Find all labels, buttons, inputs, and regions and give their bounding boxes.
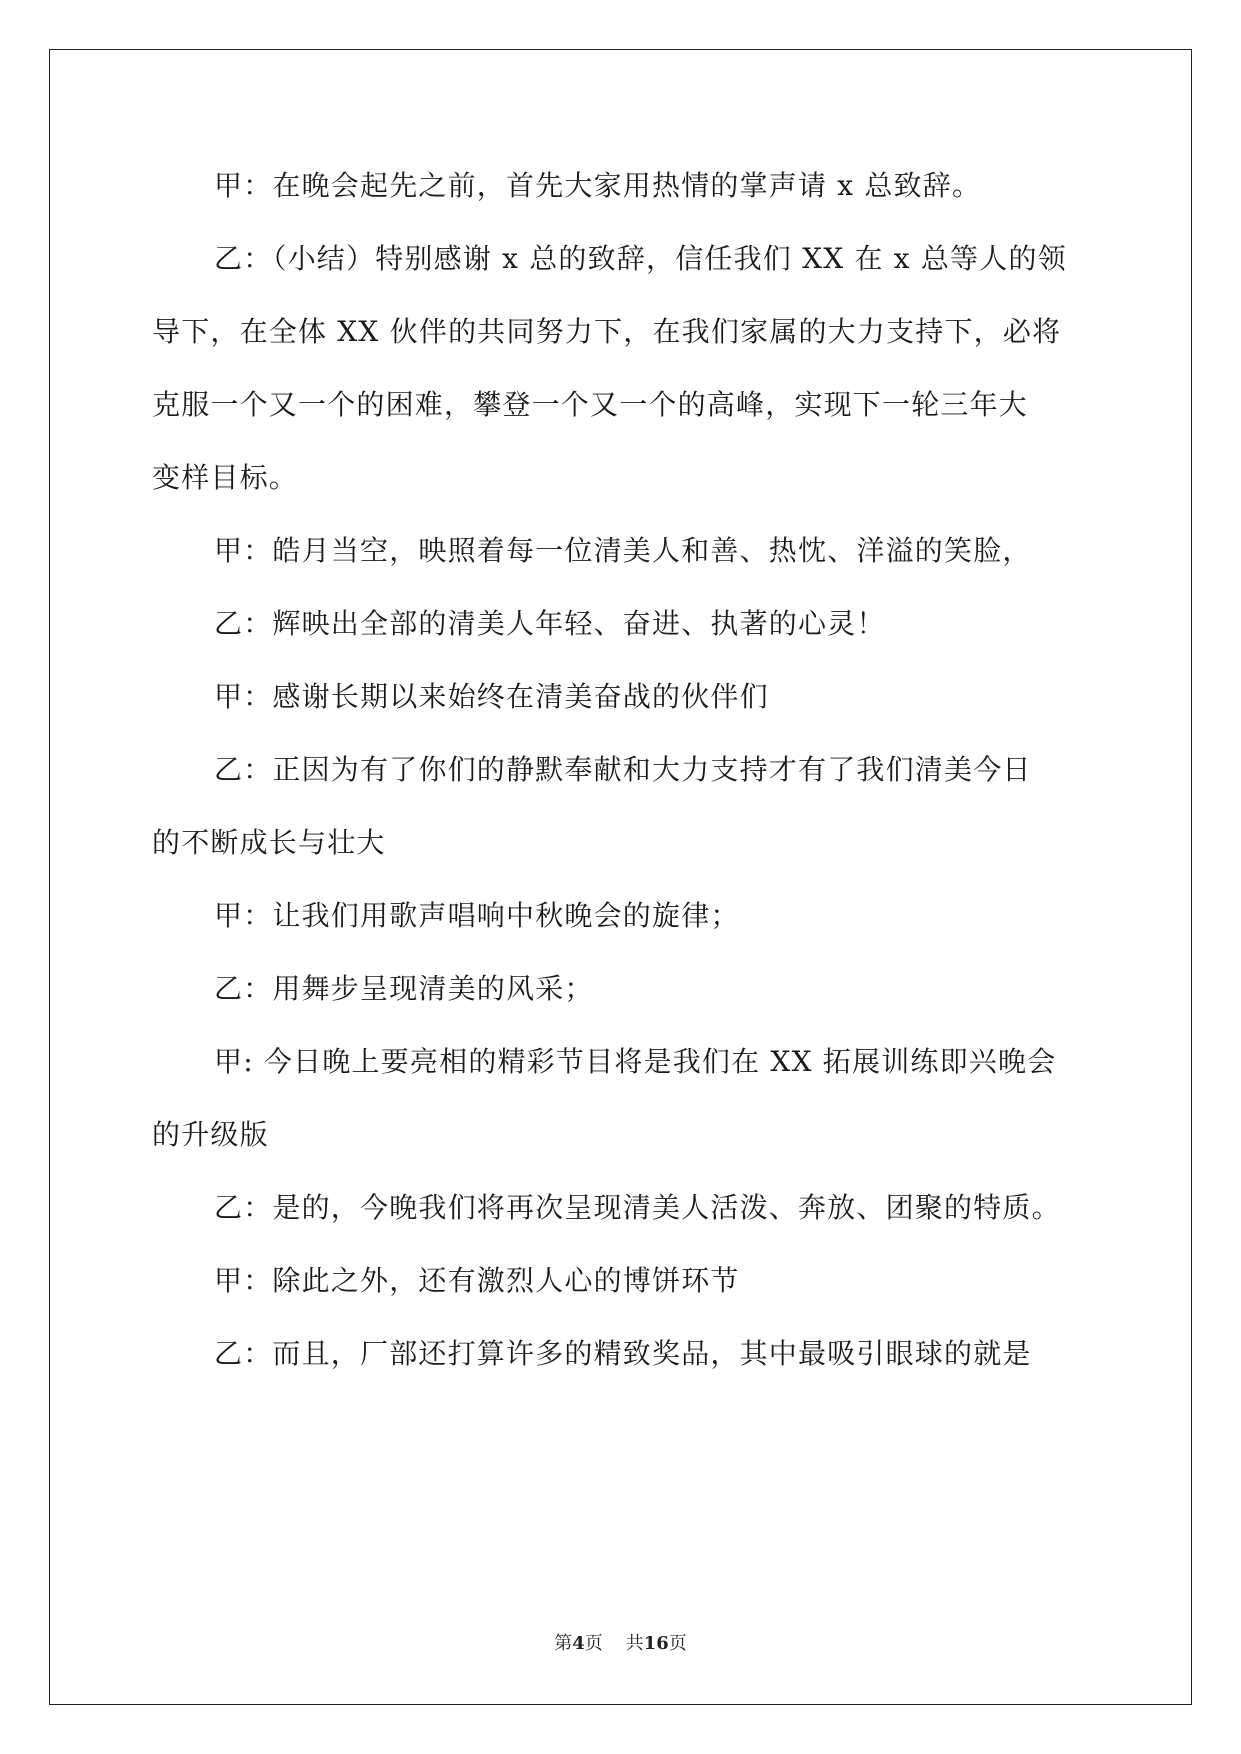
footer-total-prefix: 共 xyxy=(625,1633,644,1654)
text-line: 甲: 今日晚上要亮相的精彩节目将是我们在 XX 拓展训练即兴晚会 xyxy=(214,1045,1057,1078)
text-line: 甲：除此之外，还有激烈人心的博饼环节 xyxy=(214,1264,740,1297)
page-footer xyxy=(0,1632,1241,1656)
footer-page-suffix: 页 xyxy=(584,1633,603,1654)
page-border xyxy=(49,49,1192,1705)
text-line: 变样目标。 xyxy=(152,461,299,494)
text-line: 乙：而且，厂部还打算许多的精致奖品，其中最吸引眼球的就是 xyxy=(214,1337,1032,1370)
text-line: 克服一个又一个的困难，攀登一个又一个的高峰，实现下一轮三年大 xyxy=(152,388,1029,421)
text-line: 甲：在晚会起先之前，首先大家用热情的掌声请 x 总致辞。 xyxy=(214,169,982,202)
text-line: 的升级版 xyxy=(152,1118,269,1151)
footer-prefix: 第 xyxy=(554,1633,573,1654)
text-line: 乙：正因为有了你们的静默奉献和大力支持才有了我们清美今日 xyxy=(214,753,1032,786)
total-pages-number: 16 xyxy=(643,1633,669,1654)
text-line: 乙：用舞步呈现清美的风采； xyxy=(214,972,594,1005)
text-line: 乙：是的，今晚我们将再次呈现清美人活泼、奔放、团聚的特质。 xyxy=(214,1191,1061,1224)
footer-total-suffix: 页 xyxy=(668,1633,687,1654)
text-line: 甲：感谢长期以来始终在清美奋战的伙伴们 xyxy=(214,680,769,713)
text-line: 甲：皓月当空，映照着每一位清美人和善、热忱、洋溢的笑脸， xyxy=(214,534,1032,567)
text-line: 乙：辉映出全部的清美人年轻、奋进、执著的心灵！ xyxy=(214,607,886,640)
text-line: 甲：让我们用歌声唱响中秋晚会的旋律； xyxy=(214,899,740,932)
text-line: 乙：（小结）特别感谢 x 总的致辞，信任我们 XX 在 x 总等人的领 xyxy=(214,242,1067,275)
text-line: 的不断成长与壮大 xyxy=(152,826,386,859)
text-line: 导下，在全体 XX 伙伴的共同努力下，在我们家属的大力支持下，必将 xyxy=(152,315,1062,348)
current-page-number: 4 xyxy=(572,1633,585,1654)
